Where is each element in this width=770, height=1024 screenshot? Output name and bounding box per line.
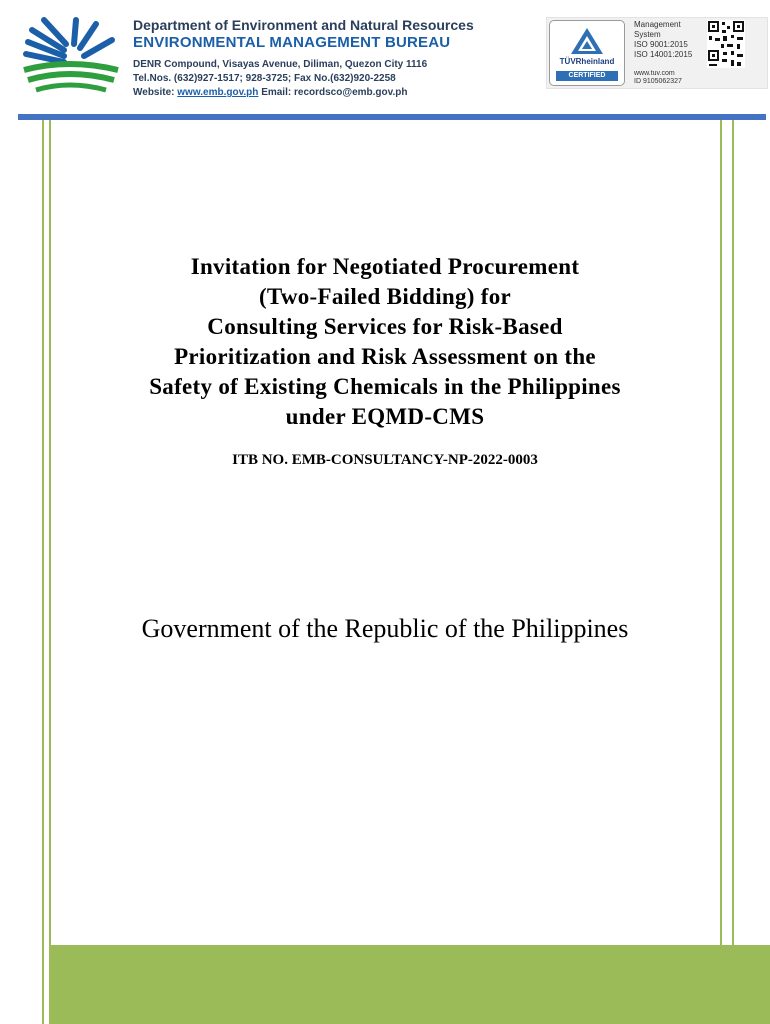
tuv-website: www.tuv.com [634, 70, 675, 77]
qr-code-icon [707, 20, 745, 68]
contact-line [133, 86, 543, 100]
title-line: (Two-Failed Bidding) for [258, 284, 512, 309]
tuv-id: ID 9105062327 [634, 78, 682, 85]
website-label: Website: [133, 87, 175, 98]
office-address: DENR Compound, Visayas Avenue, Diliman, Quezon City 1116 [133, 59, 428, 70]
title-line: Consulting Services for Risk-Based [207, 314, 563, 339]
department-name: Department of Environment and Natural Resources [133, 17, 474, 33]
title-line: Safety of Existing Chemicals in the Philippines [149, 374, 621, 399]
management-system-text [634, 20, 692, 60]
letterhead-text [133, 16, 543, 100]
iso-14001: ISO 14001:2015 [634, 50, 693, 59]
document-title-block [60, 252, 710, 470]
tuv-brand: TÜVRheinland [559, 57, 615, 66]
phone-numbers: Tel.Nos. (632)927-1517; 928-3725; Fax No.(632)920-2258 [133, 73, 396, 84]
tuv-triangle-icon [570, 27, 604, 55]
right-border-line-inner [720, 120, 722, 1024]
title-line: under EQMD-CMS [285, 404, 485, 429]
issuer-name: Government of the Republic of the Philippines [141, 614, 629, 643]
email-address: recordsco@emb.gov.ph [293, 87, 408, 98]
letterhead [0, 0, 770, 118]
system-line-1: Management [634, 20, 681, 29]
left-border-line [42, 120, 44, 1024]
title-line: Invitation for Negotiated Procurement [190, 254, 580, 279]
email-label: Email: [261, 87, 292, 98]
itb-number: ITB NO. EMB-CONSULTANCY-NP-2022-0003 [232, 452, 538, 468]
system-line-2: System [634, 30, 661, 39]
website-link[interactable]: www.emb.gov.ph [177, 87, 259, 98]
right-border-line [732, 120, 734, 1024]
certification-block [546, 17, 768, 89]
title-line: Prioritization and Risk Assessment on the [174, 344, 596, 369]
certified-label: CERTIFIED [556, 71, 618, 81]
header-divider [18, 114, 766, 120]
left-border-line-inner [49, 120, 51, 1024]
tuv-certified-badge [549, 20, 625, 86]
tuv-web-id [634, 70, 682, 86]
emb-logo-icon [14, 10, 124, 95]
footer-band [50, 945, 770, 1024]
iso-9001: ISO 9001:2015 [634, 40, 688, 49]
bureau-name: ENVIRONMENTAL MANAGEMENT BUREAU [133, 34, 451, 51]
